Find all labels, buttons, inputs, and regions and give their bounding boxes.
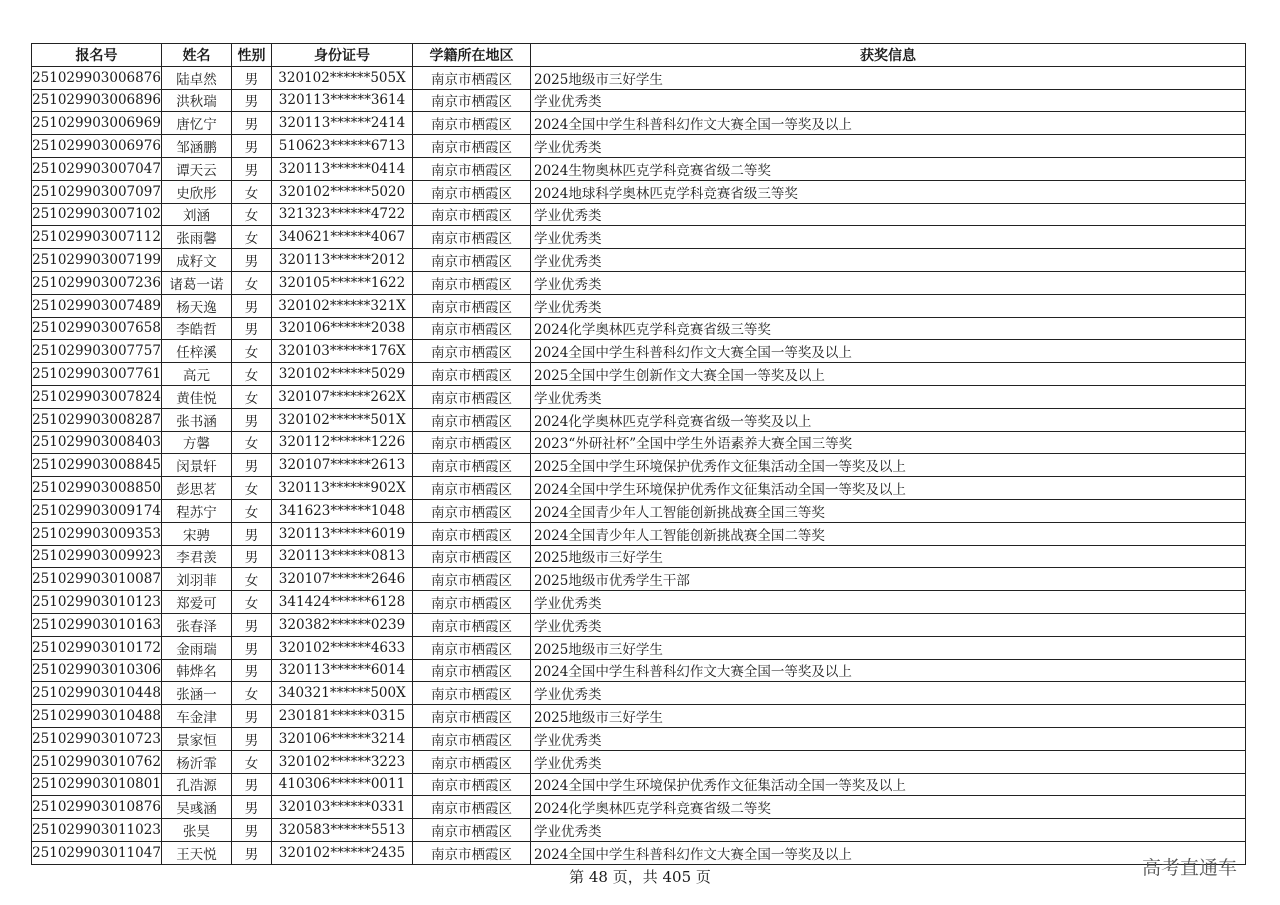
id-number-cell: 320102******5029 bbox=[272, 363, 413, 386]
gender-cell: 男 bbox=[232, 66, 272, 89]
registration-number-cell: 251029903010087 bbox=[32, 568, 162, 591]
region-cell: 南京市栖霞区 bbox=[413, 112, 531, 135]
gender-cell: 男 bbox=[232, 705, 272, 728]
award-info-cell: 2024化学奥林匹克学科竞赛省级三等奖 bbox=[531, 317, 1246, 340]
column-header-id-number: 身份证号 bbox=[272, 44, 413, 67]
award-info-cell: 2025地级市三好学生 bbox=[531, 705, 1246, 728]
id-number-cell: 320583******5513 bbox=[272, 819, 413, 842]
region-cell: 南京市栖霞区 bbox=[413, 340, 531, 363]
table-row bbox=[32, 591, 1246, 614]
table-row bbox=[32, 522, 1246, 545]
registration-number-cell: 251029903007824 bbox=[32, 385, 162, 408]
region-cell: 南京市栖霞区 bbox=[413, 226, 531, 249]
gender-cell: 男 bbox=[232, 659, 272, 682]
award-info-cell: 学业优秀类 bbox=[531, 591, 1246, 614]
id-number-cell: 320107******262X bbox=[272, 385, 413, 408]
award-info-cell: 学业优秀类 bbox=[531, 89, 1246, 112]
gender-cell: 女 bbox=[232, 180, 272, 203]
table-body bbox=[32, 66, 1246, 864]
table-row bbox=[32, 841, 1246, 864]
gender-cell: 女 bbox=[232, 750, 272, 773]
name-cell: 杨沂霏 bbox=[162, 750, 232, 773]
gender-cell: 男 bbox=[232, 408, 272, 431]
gender-cell: 女 bbox=[232, 271, 272, 294]
table-row bbox=[32, 180, 1246, 203]
registration-number-cell: 251029903010876 bbox=[32, 796, 162, 819]
page-footer: 第 48 页，共 405 页 bbox=[569, 868, 711, 886]
gender-cell: 男 bbox=[232, 636, 272, 659]
name-cell: 程苏宁 bbox=[162, 499, 232, 522]
gender-cell: 女 bbox=[232, 431, 272, 454]
region-cell: 南京市栖霞区 bbox=[413, 568, 531, 591]
table-row bbox=[32, 454, 1246, 477]
registration-number-cell: 251029903007489 bbox=[32, 294, 162, 317]
name-cell: 张昊 bbox=[162, 819, 232, 842]
gender-cell: 女 bbox=[232, 203, 272, 226]
registration-number-cell: 251029903010123 bbox=[32, 591, 162, 614]
region-cell: 南京市栖霞区 bbox=[413, 841, 531, 864]
column-header-registration-number: 报名号 bbox=[32, 44, 162, 67]
gender-cell: 女 bbox=[232, 340, 272, 363]
id-number-cell: 320113******3614 bbox=[272, 89, 413, 112]
gender-cell: 男 bbox=[232, 819, 272, 842]
table-row bbox=[32, 431, 1246, 454]
id-number-cell: 320113******6014 bbox=[272, 659, 413, 682]
region-cell: 南京市栖霞区 bbox=[413, 408, 531, 431]
registration-number-cell: 251029903008845 bbox=[32, 454, 162, 477]
id-number-cell: 320102******505X bbox=[272, 66, 413, 89]
id-number-cell: 320113******2414 bbox=[272, 112, 413, 135]
table-row bbox=[32, 750, 1246, 773]
table-row bbox=[32, 636, 1246, 659]
id-number-cell: 320102******2435 bbox=[272, 841, 413, 864]
registration-number-cell: 251029903011047 bbox=[32, 841, 162, 864]
award-info-cell: 学业优秀类 bbox=[531, 203, 1246, 226]
id-number-cell: 320103******0331 bbox=[272, 796, 413, 819]
gender-cell: 男 bbox=[232, 135, 272, 158]
award-info-cell: 学业优秀类 bbox=[531, 613, 1246, 636]
table-row bbox=[32, 203, 1246, 226]
id-number-cell: 410306******0011 bbox=[272, 773, 413, 796]
region-cell: 南京市栖霞区 bbox=[413, 727, 531, 750]
region-cell: 南京市栖霞区 bbox=[413, 203, 531, 226]
id-number-cell: 320105******1622 bbox=[272, 271, 413, 294]
region-cell: 南京市栖霞区 bbox=[413, 773, 531, 796]
name-cell: 高元 bbox=[162, 363, 232, 386]
table-row bbox=[32, 66, 1246, 89]
id-number-cell: 320382******0239 bbox=[272, 613, 413, 636]
name-cell: 韩烨名 bbox=[162, 659, 232, 682]
id-number-cell: 230181******0315 bbox=[272, 705, 413, 728]
registration-number-cell: 251029903006976 bbox=[32, 135, 162, 158]
name-cell: 金雨瑞 bbox=[162, 636, 232, 659]
name-cell: 刘涵 bbox=[162, 203, 232, 226]
award-info-cell: 学业优秀类 bbox=[531, 385, 1246, 408]
award-info-cell: 2024全国中学生科普科幻作文大赛全国一等奖及以上 bbox=[531, 340, 1246, 363]
award-info-cell: 2024生物奥林匹克学科竞赛省级二等奖 bbox=[531, 157, 1246, 180]
registration-number-cell: 251029903011023 bbox=[32, 819, 162, 842]
registration-number-cell: 251029903006969 bbox=[32, 112, 162, 135]
region-cell: 南京市栖霞区 bbox=[413, 477, 531, 500]
table-row bbox=[32, 408, 1246, 431]
gender-cell: 男 bbox=[232, 112, 272, 135]
id-number-cell: 320102******501X bbox=[272, 408, 413, 431]
name-cell: 张涵一 bbox=[162, 682, 232, 705]
award-info-cell: 2024全国中学生环境保护优秀作文征集活动全国一等奖及以上 bbox=[531, 477, 1246, 500]
name-cell: 李皓哲 bbox=[162, 317, 232, 340]
registration-number-cell: 251029903008287 bbox=[32, 408, 162, 431]
registration-number-cell: 251029903010172 bbox=[32, 636, 162, 659]
region-cell: 南京市栖霞区 bbox=[413, 545, 531, 568]
region-cell: 南京市栖霞区 bbox=[413, 66, 531, 89]
id-number-cell: 510623******6713 bbox=[272, 135, 413, 158]
name-cell: 张春泽 bbox=[162, 613, 232, 636]
award-info-cell: 2025地级市三好学生 bbox=[531, 66, 1246, 89]
table-row bbox=[32, 89, 1246, 112]
table-row bbox=[32, 112, 1246, 135]
gender-cell: 女 bbox=[232, 568, 272, 591]
gender-cell: 女 bbox=[232, 477, 272, 500]
registration-number-cell: 251029903006876 bbox=[32, 66, 162, 89]
id-number-cell: 320113******6019 bbox=[272, 522, 413, 545]
table-row bbox=[32, 682, 1246, 705]
name-cell: 郑爱可 bbox=[162, 591, 232, 614]
gender-cell: 女 bbox=[232, 363, 272, 386]
table-row bbox=[32, 157, 1246, 180]
table-row bbox=[32, 317, 1246, 340]
id-number-cell: 320107******2646 bbox=[272, 568, 413, 591]
name-cell: 成籽文 bbox=[162, 249, 232, 272]
award-info-cell: 2024全国中学生科普科幻作文大赛全国一等奖及以上 bbox=[531, 841, 1246, 864]
registration-number-cell: 251029903007199 bbox=[32, 249, 162, 272]
region-cell: 南京市栖霞区 bbox=[413, 591, 531, 614]
name-cell: 洪秋瑞 bbox=[162, 89, 232, 112]
registration-number-cell: 251029903007097 bbox=[32, 180, 162, 203]
region-cell: 南京市栖霞区 bbox=[413, 499, 531, 522]
table-row bbox=[32, 363, 1246, 386]
id-number-cell: 320113******902X bbox=[272, 477, 413, 500]
id-number-cell: 341424******6128 bbox=[272, 591, 413, 614]
id-number-cell: 320102******4633 bbox=[272, 636, 413, 659]
award-info-cell: 学业优秀类 bbox=[531, 294, 1246, 317]
award-info-cell: 学业优秀类 bbox=[531, 135, 1246, 158]
id-number-cell: 320106******3214 bbox=[272, 727, 413, 750]
registration-number-cell: 251029903009353 bbox=[32, 522, 162, 545]
gender-cell: 男 bbox=[232, 454, 272, 477]
award-info-cell: 2024全国中学生环境保护优秀作文征集活动全国一等奖及以上 bbox=[531, 773, 1246, 796]
name-cell: 吴彧涵 bbox=[162, 796, 232, 819]
award-info-cell: 学业优秀类 bbox=[531, 750, 1246, 773]
award-info-cell: 2025全国中学生环境保护优秀作文征集活动全国一等奖及以上 bbox=[531, 454, 1246, 477]
name-cell: 闵景轩 bbox=[162, 454, 232, 477]
region-cell: 南京市栖霞区 bbox=[413, 431, 531, 454]
table-row bbox=[32, 819, 1246, 842]
name-cell: 车金津 bbox=[162, 705, 232, 728]
registration-number-cell: 251029903008850 bbox=[32, 477, 162, 500]
award-info-cell: 2025全国中学生创新作文大赛全国一等奖及以上 bbox=[531, 363, 1246, 386]
table-row bbox=[32, 499, 1246, 522]
name-cell: 彭思茗 bbox=[162, 477, 232, 500]
registration-number-cell: 251029903007236 bbox=[32, 271, 162, 294]
table-header-row bbox=[32, 44, 1246, 67]
gender-cell: 女 bbox=[232, 682, 272, 705]
table-row bbox=[32, 545, 1246, 568]
gender-cell: 男 bbox=[232, 796, 272, 819]
region-cell: 南京市栖霞区 bbox=[413, 294, 531, 317]
gender-cell: 女 bbox=[232, 591, 272, 614]
gender-cell: 男 bbox=[232, 317, 272, 340]
registration-number-cell: 251029903009174 bbox=[32, 499, 162, 522]
registration-number-cell: 251029903009923 bbox=[32, 545, 162, 568]
region-cell: 南京市栖霞区 bbox=[413, 454, 531, 477]
table-row bbox=[32, 796, 1246, 819]
id-number-cell: 340321******500X bbox=[272, 682, 413, 705]
region-cell: 南京市栖霞区 bbox=[413, 135, 531, 158]
id-number-cell: 340621******4067 bbox=[272, 226, 413, 249]
name-cell: 黄佳悦 bbox=[162, 385, 232, 408]
name-cell: 张雨馨 bbox=[162, 226, 232, 249]
table-row bbox=[32, 385, 1246, 408]
region-cell: 南京市栖霞区 bbox=[413, 271, 531, 294]
gender-cell: 男 bbox=[232, 727, 272, 750]
award-info-cell: 学业优秀类 bbox=[531, 249, 1246, 272]
gender-cell: 男 bbox=[232, 249, 272, 272]
id-number-cell: 320113******2012 bbox=[272, 249, 413, 272]
region-cell: 南京市栖霞区 bbox=[413, 750, 531, 773]
award-info-cell: 2024地球科学奥林匹克学科竞赛省级三等奖 bbox=[531, 180, 1246, 203]
name-cell: 陆卓然 bbox=[162, 66, 232, 89]
id-number-cell: 320106******2038 bbox=[272, 317, 413, 340]
registration-number-cell: 251029903010723 bbox=[32, 727, 162, 750]
region-cell: 南京市栖霞区 bbox=[413, 89, 531, 112]
award-info-cell: 2024全国中学生科普科幻作文大赛全国一等奖及以上 bbox=[531, 112, 1246, 135]
gender-cell: 男 bbox=[232, 157, 272, 180]
region-cell: 南京市栖霞区 bbox=[413, 522, 531, 545]
table-row bbox=[32, 613, 1246, 636]
gender-cell: 男 bbox=[232, 89, 272, 112]
id-number-cell: 321323******4722 bbox=[272, 203, 413, 226]
registration-number-cell: 251029903006896 bbox=[32, 89, 162, 112]
name-cell: 诸葛一诺 bbox=[162, 271, 232, 294]
id-number-cell: 320103******176X bbox=[272, 340, 413, 363]
gender-cell: 男 bbox=[232, 294, 272, 317]
award-info-cell: 2024化学奥林匹克学科竞赛省级一等奖及以上 bbox=[531, 408, 1246, 431]
name-cell: 唐忆宁 bbox=[162, 112, 232, 135]
region-cell: 南京市栖霞区 bbox=[413, 705, 531, 728]
award-info-cell: 学业优秀类 bbox=[531, 271, 1246, 294]
award-info-cell: 2024全国青少年人工智能创新挑战赛全国三等奖 bbox=[531, 499, 1246, 522]
table-row bbox=[32, 294, 1246, 317]
id-number-cell: 320102******5020 bbox=[272, 180, 413, 203]
name-cell: 孔浩源 bbox=[162, 773, 232, 796]
award-info-cell: 2025地级市三好学生 bbox=[531, 545, 1246, 568]
table-row bbox=[32, 773, 1246, 796]
registration-number-cell: 251029903010306 bbox=[32, 659, 162, 682]
name-cell: 方馨 bbox=[162, 431, 232, 454]
gender-cell: 女 bbox=[232, 226, 272, 249]
award-info-cell: 2025地级市三好学生 bbox=[531, 636, 1246, 659]
name-cell: 景家恒 bbox=[162, 727, 232, 750]
registration-number-cell: 251029903007047 bbox=[32, 157, 162, 180]
id-number-cell: 320112******1226 bbox=[272, 431, 413, 454]
region-cell: 南京市栖霞区 bbox=[413, 636, 531, 659]
table-row bbox=[32, 226, 1246, 249]
table-row bbox=[32, 568, 1246, 591]
column-header-award-info: 获奖信息 bbox=[531, 44, 1246, 67]
name-cell: 李君羡 bbox=[162, 545, 232, 568]
region-cell: 南京市栖霞区 bbox=[413, 385, 531, 408]
region-cell: 南京市栖霞区 bbox=[413, 796, 531, 819]
region-cell: 南京市栖霞区 bbox=[413, 249, 531, 272]
registration-number-cell: 251029903010163 bbox=[32, 613, 162, 636]
name-cell: 邹涵鹏 bbox=[162, 135, 232, 158]
name-cell: 杨天逸 bbox=[162, 294, 232, 317]
award-info-cell: 2024全国青少年人工智能创新挑战赛全国二等奖 bbox=[531, 522, 1246, 545]
region-cell: 南京市栖霞区 bbox=[413, 363, 531, 386]
table-row bbox=[32, 271, 1246, 294]
registration-number-cell: 251029903010488 bbox=[32, 705, 162, 728]
table-row bbox=[32, 705, 1246, 728]
table-row bbox=[32, 477, 1246, 500]
gender-cell: 男 bbox=[232, 522, 272, 545]
id-number-cell: 341623******1048 bbox=[272, 499, 413, 522]
name-cell: 张书涵 bbox=[162, 408, 232, 431]
registration-number-cell: 251029903007102 bbox=[32, 203, 162, 226]
name-cell: 刘羽菲 bbox=[162, 568, 232, 591]
gender-cell: 男 bbox=[232, 773, 272, 796]
table-row bbox=[32, 659, 1246, 682]
table-row bbox=[32, 249, 1246, 272]
registration-number-cell: 251029903007761 bbox=[32, 363, 162, 386]
gender-cell: 男 bbox=[232, 613, 272, 636]
id-number-cell: 320107******2613 bbox=[272, 454, 413, 477]
award-info-cell: 2025地级市优秀学生干部 bbox=[531, 568, 1246, 591]
region-cell: 南京市栖霞区 bbox=[413, 682, 531, 705]
region-cell: 南京市栖霞区 bbox=[413, 180, 531, 203]
id-number-cell: 320102******3223 bbox=[272, 750, 413, 773]
column-header-region: 学籍所在地区 bbox=[413, 44, 531, 67]
registration-number-cell: 251029903007112 bbox=[32, 226, 162, 249]
region-cell: 南京市栖霞区 bbox=[413, 317, 531, 340]
column-header-gender: 性别 bbox=[232, 44, 272, 67]
gender-cell: 男 bbox=[232, 841, 272, 864]
id-number-cell: 320113******0414 bbox=[272, 157, 413, 180]
registration-number-cell: 251029903008403 bbox=[32, 431, 162, 454]
id-number-cell: 320113******0813 bbox=[272, 545, 413, 568]
name-cell: 宋骋 bbox=[162, 522, 232, 545]
region-cell: 南京市栖霞区 bbox=[413, 659, 531, 682]
region-cell: 南京市栖霞区 bbox=[413, 157, 531, 180]
registration-number-cell: 251029903010762 bbox=[32, 750, 162, 773]
name-cell: 王天悦 bbox=[162, 841, 232, 864]
registration-number-cell: 251029903010448 bbox=[32, 682, 162, 705]
award-info-cell: 学业优秀类 bbox=[531, 727, 1246, 750]
award-info-cell: 2024化学奥林匹克学科竞赛省级二等奖 bbox=[531, 796, 1246, 819]
registration-number-cell: 251029903007757 bbox=[32, 340, 162, 363]
column-header-name: 姓名 bbox=[162, 44, 232, 67]
table-row bbox=[32, 340, 1246, 363]
gender-cell: 女 bbox=[232, 385, 272, 408]
gender-cell: 男 bbox=[232, 545, 272, 568]
table-row bbox=[32, 135, 1246, 158]
name-cell: 谭天云 bbox=[162, 157, 232, 180]
registration-number-cell: 251029903007658 bbox=[32, 317, 162, 340]
award-info-cell: 2024全国中学生科普科幻作文大赛全国一等奖及以上 bbox=[531, 659, 1246, 682]
id-number-cell: 320102******321X bbox=[272, 294, 413, 317]
award-info-cell: 2023“外研社杯”全国中学生外语素养大赛全国三等奖 bbox=[531, 431, 1246, 454]
name-cell: 任梓溪 bbox=[162, 340, 232, 363]
watermark-logo-text: 高考直通车 bbox=[1142, 857, 1238, 879]
award-info-cell: 学业优秀类 bbox=[531, 819, 1246, 842]
gender-cell: 女 bbox=[232, 499, 272, 522]
awards-table bbox=[31, 43, 1246, 865]
award-info-cell: 学业优秀类 bbox=[531, 682, 1246, 705]
region-cell: 南京市栖霞区 bbox=[413, 613, 531, 636]
award-info-cell: 学业优秀类 bbox=[531, 226, 1246, 249]
name-cell: 史欣彤 bbox=[162, 180, 232, 203]
table-row bbox=[32, 727, 1246, 750]
region-cell: 南京市栖霞区 bbox=[413, 819, 531, 842]
registration-number-cell: 251029903010801 bbox=[32, 773, 162, 796]
